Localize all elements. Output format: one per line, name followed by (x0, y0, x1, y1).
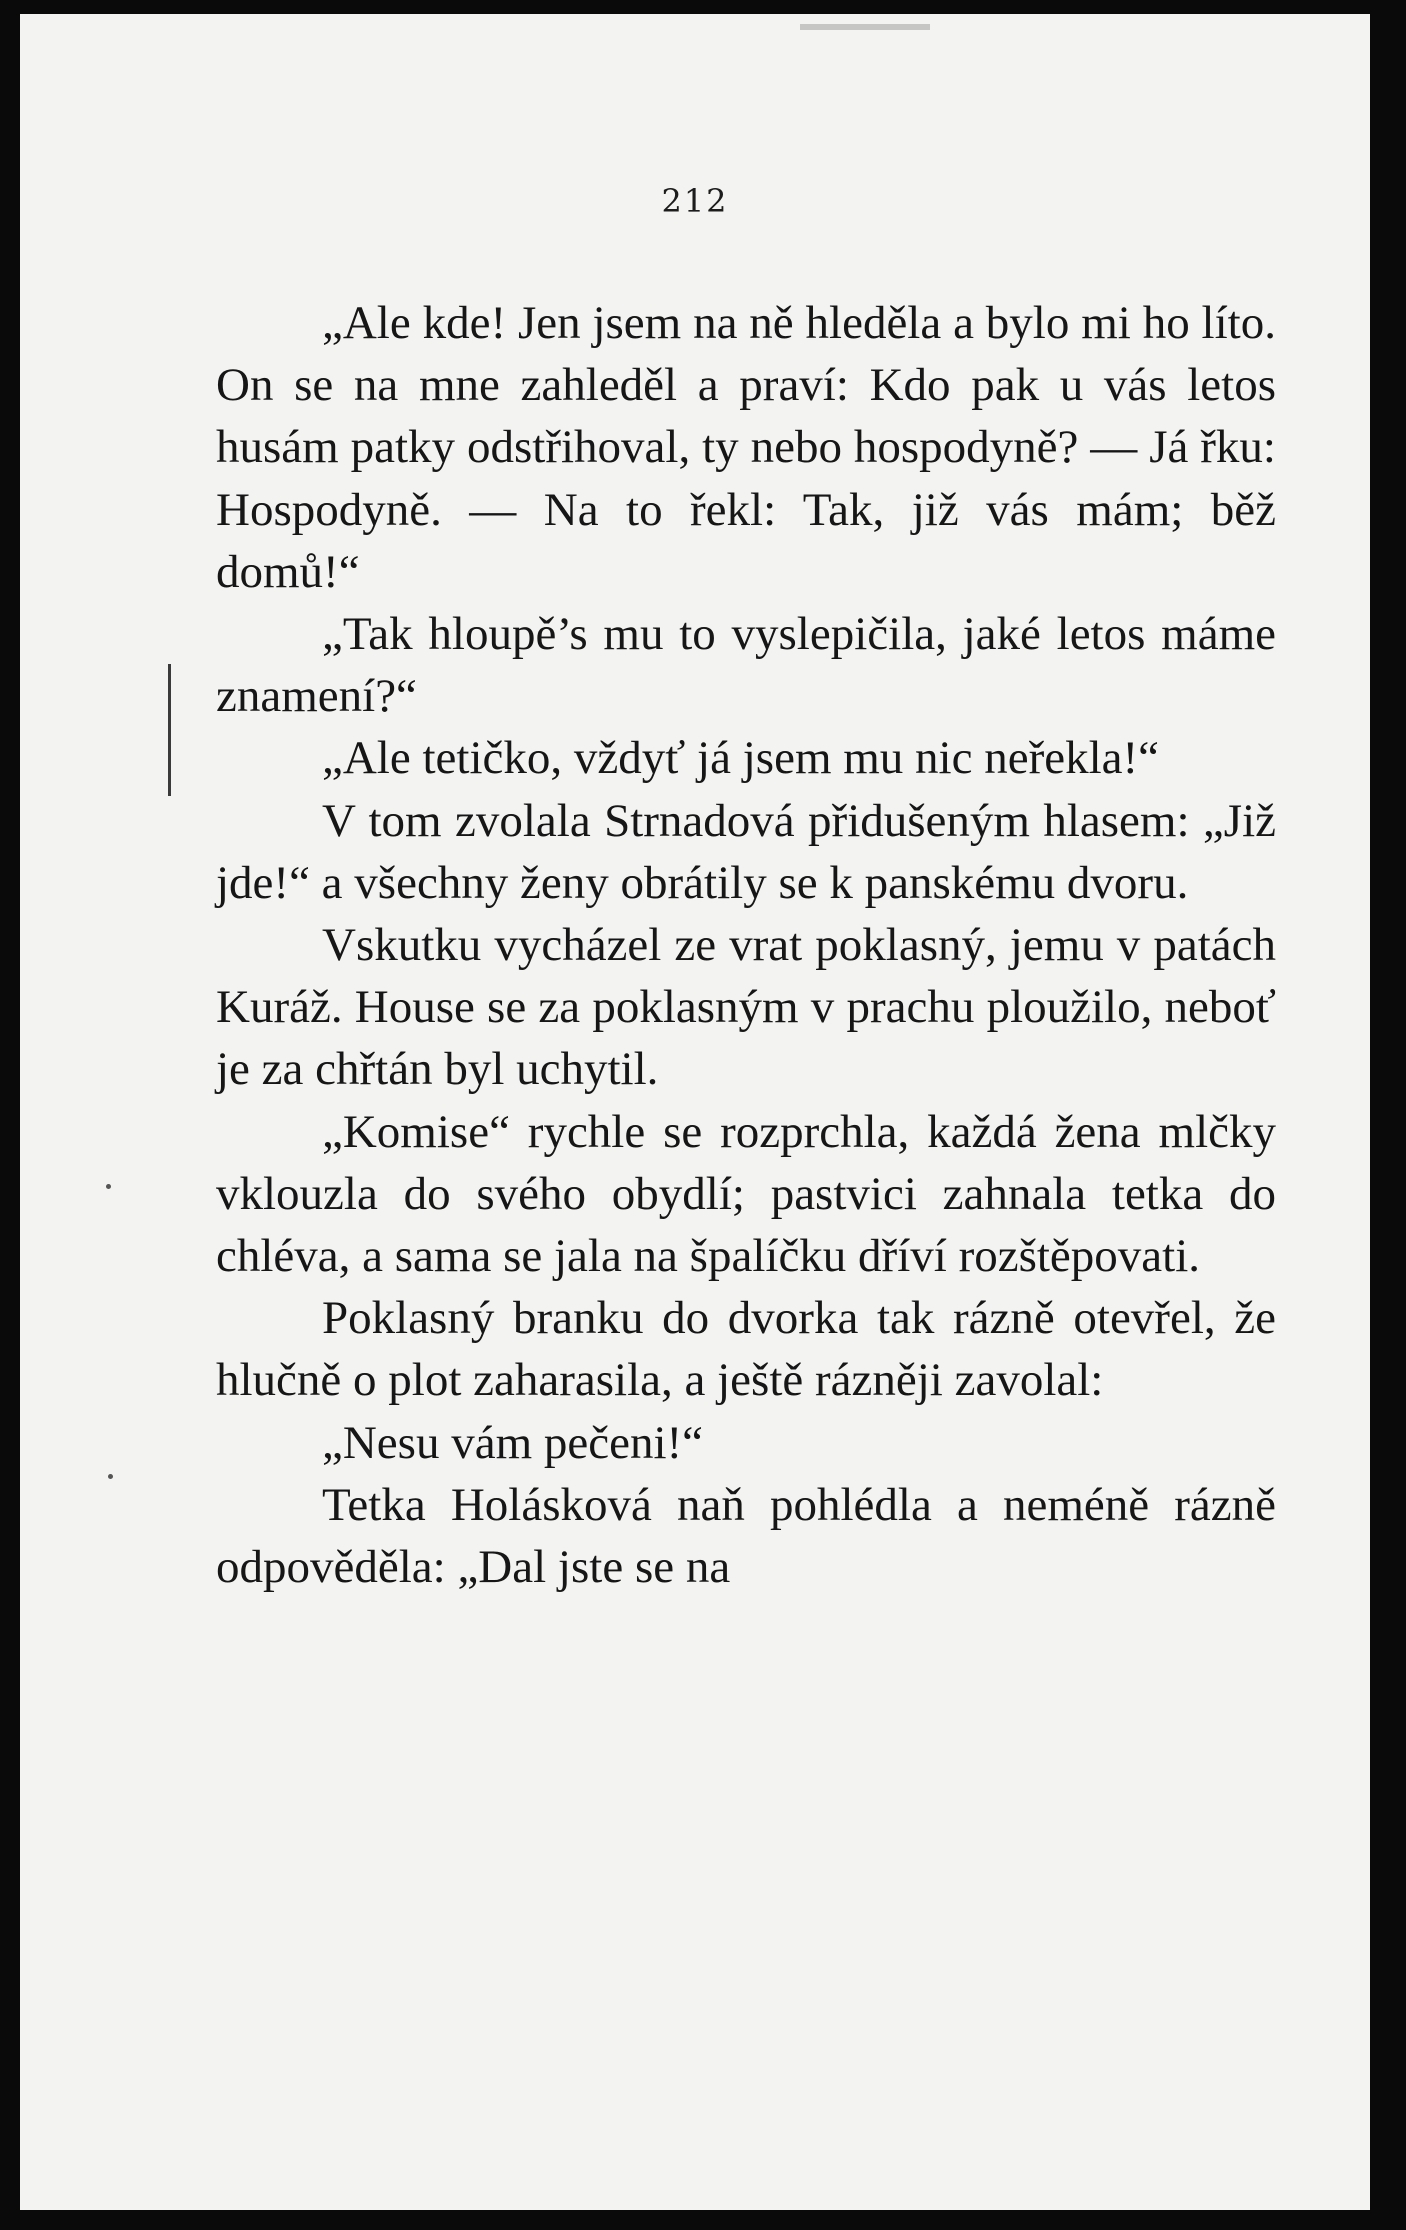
paragraph: Tetka Holásková naň pohlédla a neméně rázně odpověděla: „Dal jste se na (216, 1478, 1276, 1594)
body-text (216, 292, 1276, 1598)
paragraph: „Tak hloupě’s mu to vyslepičila, jaké letos máme znamení?“ (216, 608, 1276, 723)
paragraph: „Ale kde! Jen jsem na ně hleděla a bylo mi ho líto. On se na mne zahleděl a praví: Kdo pak u vás letos husám patky odstřihoval, ty nebo hospodyně? — Já řku: Hospodyně. — Na to řekl: Tak, již vás mám; běž domů!“ (216, 297, 1276, 598)
book-page (20, 14, 1370, 2210)
scan-smudge (800, 24, 930, 30)
margin-mark (168, 664, 171, 796)
paragraph: „Nesu vám pečeni!“ (322, 1416, 704, 1469)
paragraph: „Komise“ rychle se rozprchla, každá žena mlčky vklouzla do svého obydlí; pastvici zahnala tetka do chléva, a sama se jala na špalíčku dříví rozštěpovati. (216, 1105, 1276, 1283)
paragraph: Vskutku vycházel ze vrat poklasný, jemu v patách Kuráž. House se za poklasným v prachu ploužilo, neboť je za chřtán byl uchytil. (216, 919, 1276, 1096)
scan-speck (108, 1474, 113, 1479)
scan-speck (106, 1184, 111, 1189)
paragraph: Poklasný branku do dvorka tak rázně otevřel, že hlučně o plot zaharasila, a ještě rázněji zavolal: (216, 1292, 1276, 1407)
page-number: 212 (661, 182, 729, 220)
paragraph: V tom zvolala Strnadová přidušeným hlasem: „Již jde!“ a všechny ženy obrátily se k panskému dvoru. (216, 794, 1276, 909)
paragraph: „Ale tetičko, vždyť já jsem mu nic neřekla!“ (322, 732, 1160, 785)
